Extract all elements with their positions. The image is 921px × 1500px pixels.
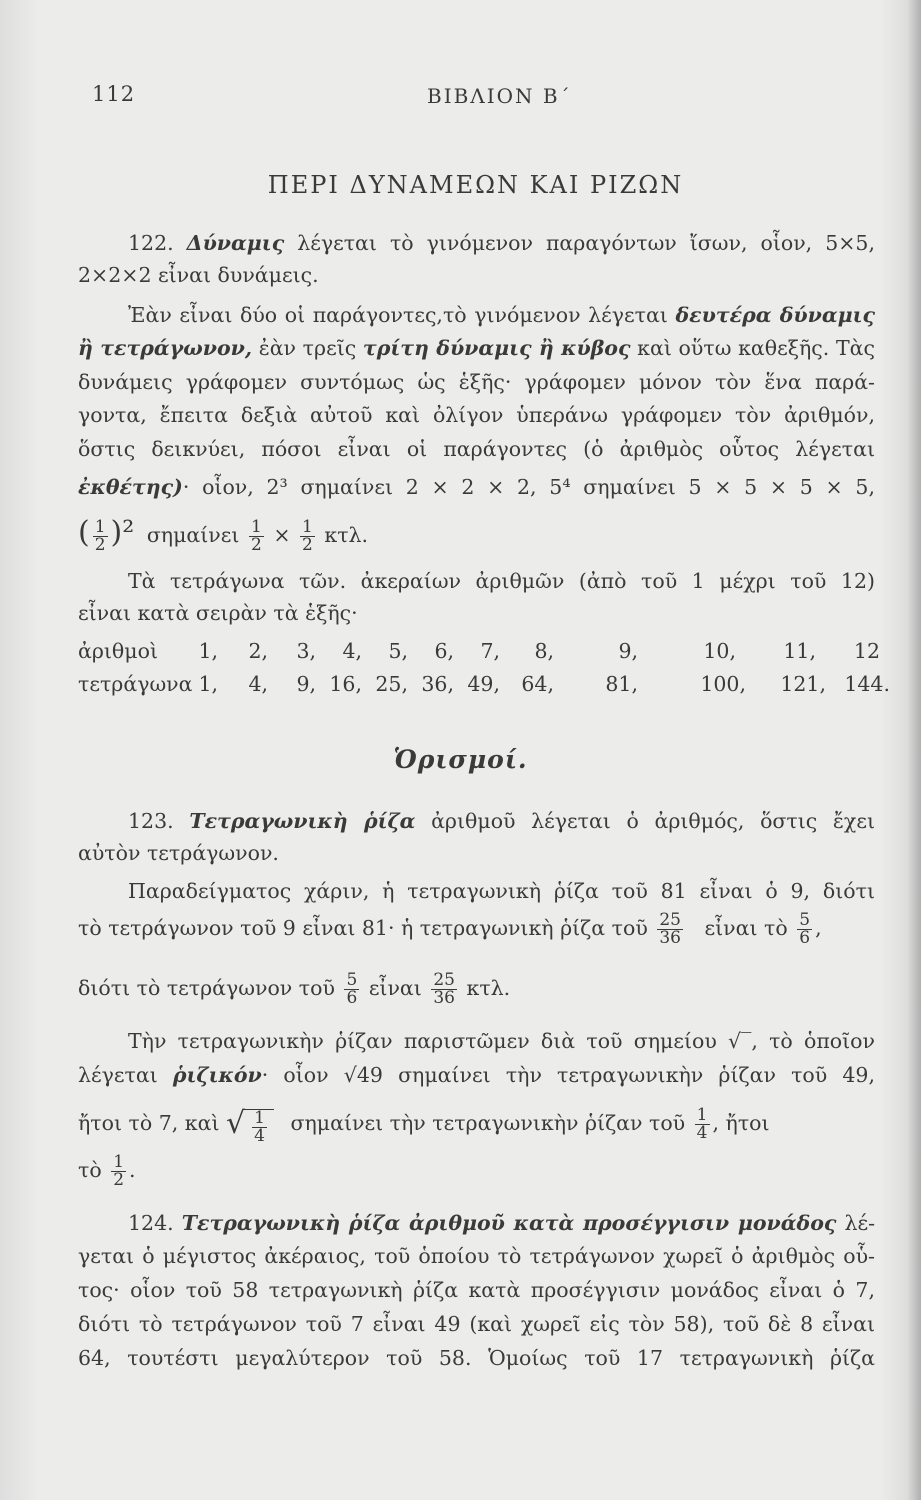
section-number: 123.	[128, 809, 174, 833]
term-square-root: Τετραγωνικὴ ῥίζα	[189, 809, 416, 833]
fraction-5-6: $\frac{5}{6}$	[346, 970, 358, 1008]
chapter-title: ΠΕΡΙ ΔΥΝΑΜΕΩΝ ΚΑΙ ΡΙΖΩΝ	[267, 171, 684, 199]
page-number: 112	[92, 82, 136, 106]
term-radical: ῥιζικόν	[172, 1063, 262, 1087]
text: τὸ	[78, 1158, 102, 1182]
text: , ἤτοι	[712, 1111, 770, 1135]
table-cell: 12	[853, 639, 880, 663]
p122-line-5: δυνάμεις γράφομεν συντόμως ὡς ἑξῆς· γράφομεν μόνον τὸν ἕνα παρά-	[78, 370, 875, 394]
table-cell: 36,	[421, 672, 454, 696]
term-dynamis: Δύναμις	[186, 231, 285, 255]
times-sign: ×	[273, 523, 291, 547]
fraction-half: $\frac{1}{2}$	[94, 517, 106, 555]
section-title: Ὁρισμοί.	[393, 745, 528, 774]
p122-line-3	[128, 300, 875, 330]
row-label-numbers: ἀριθμοὶ	[78, 639, 158, 663]
table-cell: 3,	[296, 639, 316, 663]
text: εἶναι	[368, 976, 422, 1000]
row-label-squares: τετράγωνα	[78, 672, 193, 696]
text: ἤτοι τὸ 7, καὶ	[78, 1111, 220, 1135]
p123-line-3: Παραδείγματος χάριν, ἡ τετραγωνικὴ ῥίζα τοῦ 81 εἶναι ὁ 9, διότι	[128, 879, 875, 903]
paren-close-squared: )²	[110, 515, 135, 550]
term-exponent: ἐκθέτης)	[78, 475, 183, 499]
section-number: 124.	[128, 1211, 174, 1235]
fraction-1-4: $\frac{1}{4}$	[254, 1107, 265, 1146]
table-cell: 2,	[248, 639, 268, 663]
table-cell: 6,	[434, 639, 454, 663]
fraction-5-6: $\frac{5}{6}$	[799, 910, 811, 948]
fraction-1-4: $\frac{1}{4}$	[696, 1105, 708, 1143]
term-square: ἢ τετράγωνον,	[78, 336, 252, 360]
table-cell: 11,	[783, 639, 816, 663]
section-number: 122.	[128, 231, 174, 255]
table-cell: 10,	[703, 639, 736, 663]
table-cell: 1,	[198, 639, 218, 663]
table-cell: 49,	[467, 672, 500, 696]
p123-line-6: Τὴν τετραγωνικὴν ῥίζαν παριστῶμεν διὰ τοῦ σημείου √‾, τὸ ὁποῖον	[128, 1029, 875, 1053]
table-cell: 4,	[248, 672, 268, 696]
p123-line-1	[128, 806, 875, 836]
squares-row	[78, 669, 890, 699]
p124-line-3: τος· οἷον τοῦ 58 τετραγωνικὴ ῥίζα κατὰ προσέγγισιν μονάδος εἶναι ὁ 7,	[78, 1278, 875, 1302]
p124-line-1	[128, 1208, 875, 1238]
numbers-row	[78, 636, 878, 666]
text: ἀριθμοῦ λέγεται ὁ ἀριθμός, ὅστις ἔχει	[431, 809, 875, 833]
running-head: ΒΙΒΛΙΟΝ Β΄	[427, 84, 572, 108]
text: .	[129, 1158, 136, 1182]
p123-line-9	[78, 1148, 875, 1192]
p122-line-7: ὅστις δεικνύει, πόσοι εἶναι οἱ παράγοντες (ὁ ἀριθμὸς οὗτος λέγεται	[78, 437, 875, 461]
p124-line-4: διότι τὸ τετράγωνον τοῦ 7 εἶναι 49 (καὶ χωρεῖ εἰς τὸν 58), τοῦ δὲ 8 εἶναι	[78, 1312, 875, 1336]
fraction-25-36: $\frac{25}{36}$	[433, 970, 455, 1008]
p124-line-2: γεται ὁ μέγιστος ἀκέραιος, τοῦ ὁποίου τὸ τετράγωνον χωρεῖ ὁ ἀριθμὸς οὗ-	[78, 1244, 875, 1268]
table-cell: 25,	[375, 672, 408, 696]
table-cell: 81,	[605, 672, 638, 696]
text: λέγεται τὸ γινόμενον παραγόντων ἴσων, οἷον, 5×5,	[297, 231, 875, 255]
p124-line-5: 64, τουτέστι μεγαλύτερον τοῦ 58. Ὁμοίως τοῦ 17 τετραγωνικὴ ῥίζα	[78, 1346, 875, 1370]
p123-line-4: τὸ τετράγωνον τοῦ 9 εἶναι 81· ἡ τετραγωνικὴ ῥίζα τοῦ $\frac{25}{36}$ εἶναι τὸ $\frac{5}{6}$ ,	[78, 910, 822, 948]
p122-line-4	[78, 333, 875, 363]
term-second-power: δευτέρα δύναμις	[675, 303, 875, 327]
text: λέγεται	[78, 1063, 158, 1087]
p122-line-2: 2×2×2 εἶναι δυνάμεις.	[78, 263, 319, 287]
table-cell: 121,	[780, 672, 826, 696]
text: Ἐὰν εἶναι δύο οἱ παράγοντες,τὸ γινόμενον λέγεται	[128, 303, 668, 327]
p122-line-8	[78, 472, 875, 502]
text: κτλ.	[466, 976, 511, 1000]
fraction-half: $\frac{1}{2}$	[302, 517, 313, 555]
fraction-half: $\frac{1}{2}$	[250, 517, 262, 555]
p123-line-7	[78, 1060, 875, 1090]
p123-line-5	[78, 966, 875, 1010]
p123-line-8	[78, 1098, 875, 1148]
term-cube: τρίτη δύναμις ἢ κύβος	[362, 336, 631, 360]
table-cell: 8,	[534, 639, 554, 663]
p122-line-11: εἶναι κατὰ σειρὰν τὰ ἑξῆς·	[78, 601, 358, 625]
text: σημαίνει τὴν τετραγωνικὴν ῥίζαν τοῦ	[290, 1111, 686, 1135]
table-cell: 64,	[521, 672, 554, 696]
p123-line-2: αὐτὸν τετράγωνον.	[78, 841, 279, 865]
paren-open: (	[78, 515, 90, 550]
text: · οἷον, 2³ σημαίνει 2 × 2 × 2, 5⁴ σημαίνει 5 × 5 × 5 × 5,	[182, 475, 875, 499]
text: λέ-	[844, 1211, 875, 1235]
table-cell: 16,	[329, 672, 362, 696]
square-root-sign: √ $\frac{1}{4}$	[226, 1099, 274, 1151]
p122-line-6: γοντα, ἔπειτα δεξιὰ αὐτοῦ καὶ ὀλίγον ὑπεράνω γράφομεν τὸν ἀριθμόν,	[78, 403, 875, 427]
table-cell: 9,	[618, 639, 638, 663]
text: διότι τὸ τετράγωνον τοῦ	[78, 976, 335, 1000]
table-cell: 100,	[700, 672, 746, 696]
table-cell: 7,	[480, 639, 500, 663]
table-cell: 5,	[388, 639, 408, 663]
text: τὸ τετράγωνον τοῦ 9 εἶναι 81· ἡ τετραγωνικὴ ῥίζα τοῦ	[78, 916, 648, 940]
text: εἶναι τὸ	[704, 916, 788, 940]
fraction-25-36: $\frac{25}{36}$	[659, 910, 681, 948]
p122-line-10: Τὰ τετράγωνα τῶν. ἀκεραίων ἀριθμῶν (ἀπὸ τοῦ 1 μέχρι τοῦ 12)	[128, 569, 875, 593]
table-cell: 1,	[198, 672, 218, 696]
fraction-half: $\frac{1}{2}$	[113, 1152, 125, 1190]
text: ἐὰν τρεῖς	[258, 336, 357, 360]
p122-line-9	[78, 512, 875, 554]
table-cell: 144.	[844, 672, 890, 696]
text: καὶ οὕτω καθεξῆς. Τὰς	[637, 336, 875, 360]
term-approx-root: Τετραγωνικὴ ῥίζα ἀριθμοῦ κατὰ προσέγγισιν μονάδος	[181, 1211, 837, 1235]
text: · οἷον √49 σημαίνει τὴν τετραγωνικὴν ῥίζαν τοῦ 49,	[261, 1063, 875, 1087]
text: κτλ.	[324, 523, 369, 547]
page-header	[0, 82, 921, 112]
text: σημαίνει	[146, 523, 240, 547]
p122-line-1	[128, 228, 875, 258]
table-cell: 4,	[342, 639, 362, 663]
table-cell: 9,	[296, 672, 316, 696]
